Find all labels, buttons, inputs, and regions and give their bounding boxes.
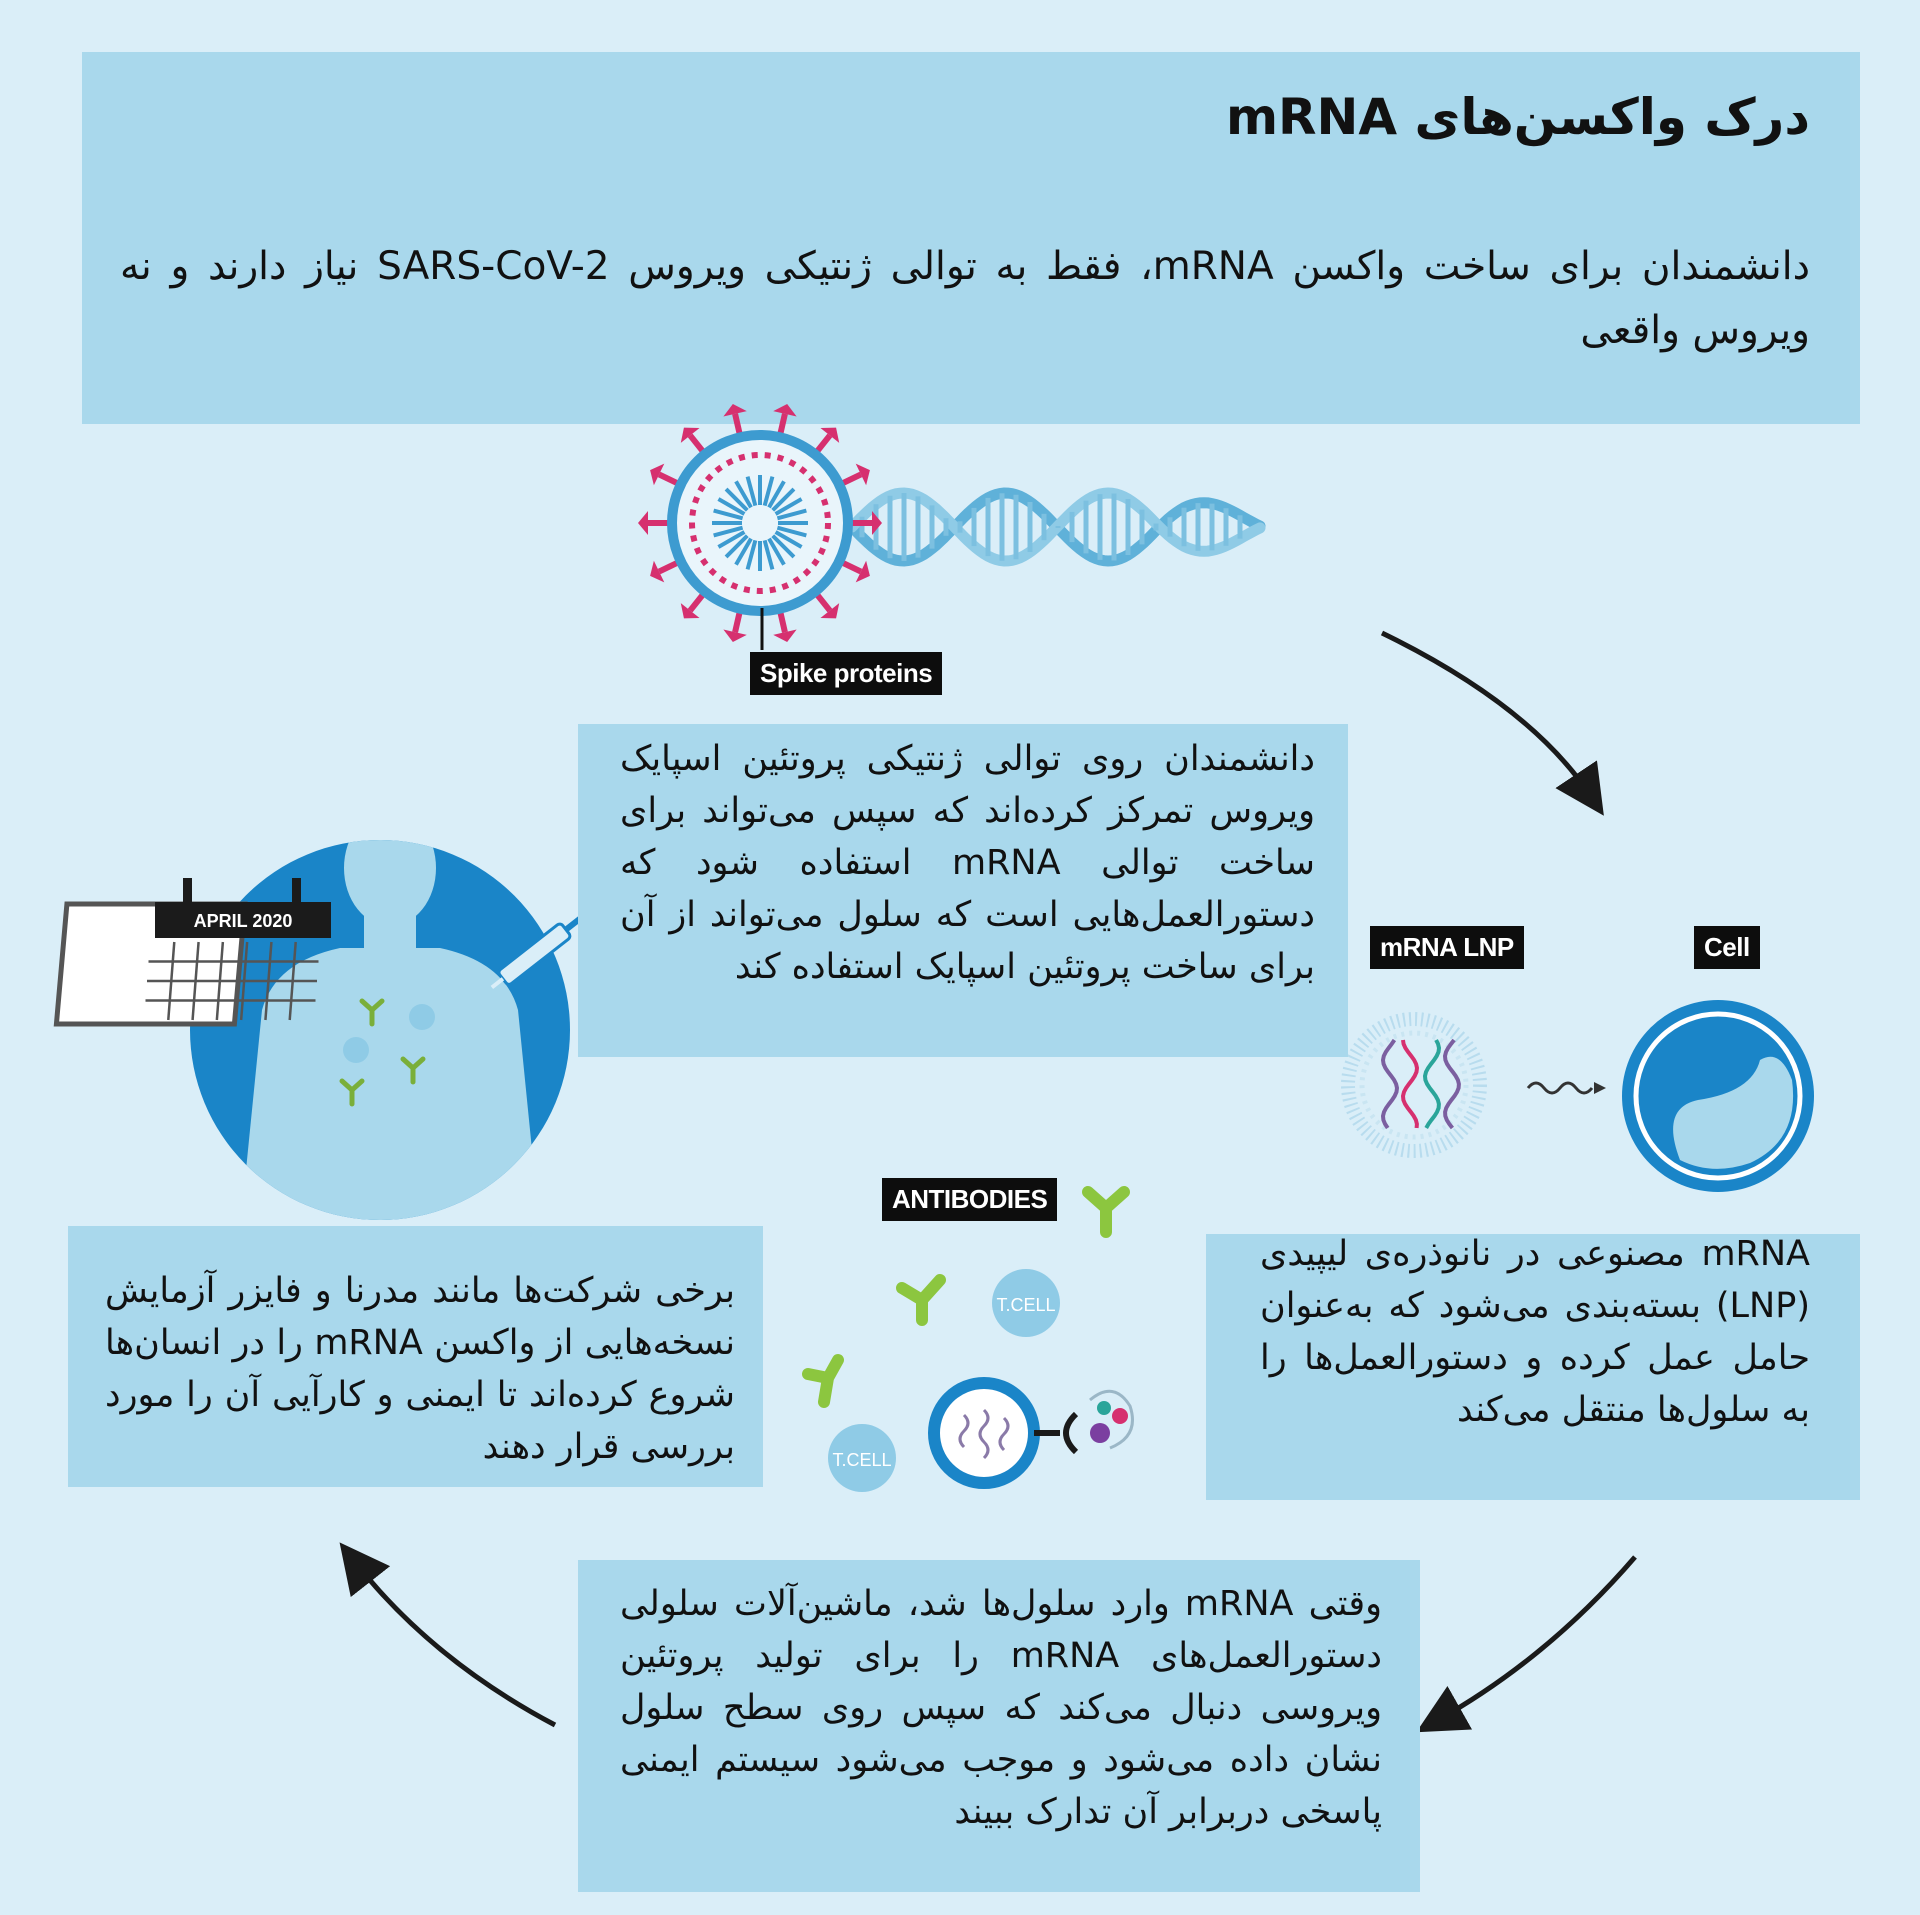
tcell-icon xyxy=(828,1424,896,1492)
step-human-trials-text: برخی شرکت‌ها مانند مدرنا و فایزر آزمایش نسخه‌هایی از واکسن mRNA را در انسان‌ها شروع کرده‌اند تا ایمنی و کارآیی آن را مورد بررسی قرار دهند xyxy=(105,1271,736,1467)
tcell-label: T.CELL xyxy=(832,1450,892,1470)
mrna-strand xyxy=(1425,1040,1439,1128)
antibody-icons xyxy=(808,1192,1124,1402)
cell-icon xyxy=(1622,1000,1814,1192)
antibodies-label: ANTIBODIES xyxy=(882,1178,1057,1221)
tcell-icon xyxy=(992,1269,1060,1337)
arrow-to-trials xyxy=(355,1562,555,1725)
step-immune-response-text: وقتی mRNA وارد سلول‌ها شد، ماشین‌آلات سلولی دستورالعمل‌های mRNA را برای تولید پروتئین ویروسی دنبال می‌کند که سپس روی سطح سلول نشان داده می‌شود و موجب می‌شود سیستم ایمنی پاسخی دربرابر آن تدارک ببیند xyxy=(620,1584,1383,1832)
mrna-arrowhead-icon xyxy=(1594,1082,1606,1094)
lnp-particle-icon xyxy=(1348,1019,1480,1151)
cell-label: Cell xyxy=(1694,926,1760,969)
step-spike-sequence-text: دانشمندان روی توالی ژنتیکی پروتئین اسپایک ویروس تمرکز کرده‌اند که سپس می‌تواند برای ساخت توالی mRNA استفاده شود که دستورالعمل‌هایی است که سلول می‌تواند از آن برای ساخت پروتئین اسپایک استفاده کند xyxy=(620,739,1315,987)
dna-helix-icon xyxy=(852,493,1260,561)
page-title: درک واکسن‌های mRNA xyxy=(1225,88,1810,146)
virus-icon xyxy=(638,404,882,642)
mrna-lnp-label: mRNA LNP xyxy=(1370,926,1524,969)
mrna-squiggle-icon xyxy=(1528,1083,1592,1093)
vaccinated-person-icon xyxy=(190,810,590,1230)
intro-text: دانشمندان برای ساخت واکسن mRNA، فقط به توالی ژنتیکی ویروس SARS-CoV-2 نیاز دارند و نه ویروس واقعی xyxy=(120,244,1810,353)
calendar-label: APRIL 2020 xyxy=(193,911,293,931)
infected-cell-icon xyxy=(934,1383,1133,1483)
arrow-to-immune xyxy=(1438,1557,1635,1720)
mrna-strand xyxy=(1383,1040,1397,1128)
spike-proteins-label: Spike proteins xyxy=(750,652,942,695)
mrna-strand xyxy=(1403,1040,1417,1128)
step-lnp-delivery-text: mRNA مصنوعی در نانوذره‌ی لیپیدی (LNP) بسته‌بندی می‌شود که به‌عنوان حامل عمل کرده و دستورالعمل‌ها را به سلول‌ها منتقل می‌کند xyxy=(1260,1234,1810,1430)
spike-protein-head xyxy=(638,511,648,535)
tcell-label: T.CELL xyxy=(996,1295,1056,1315)
arrow-to-cell xyxy=(1382,633,1590,795)
